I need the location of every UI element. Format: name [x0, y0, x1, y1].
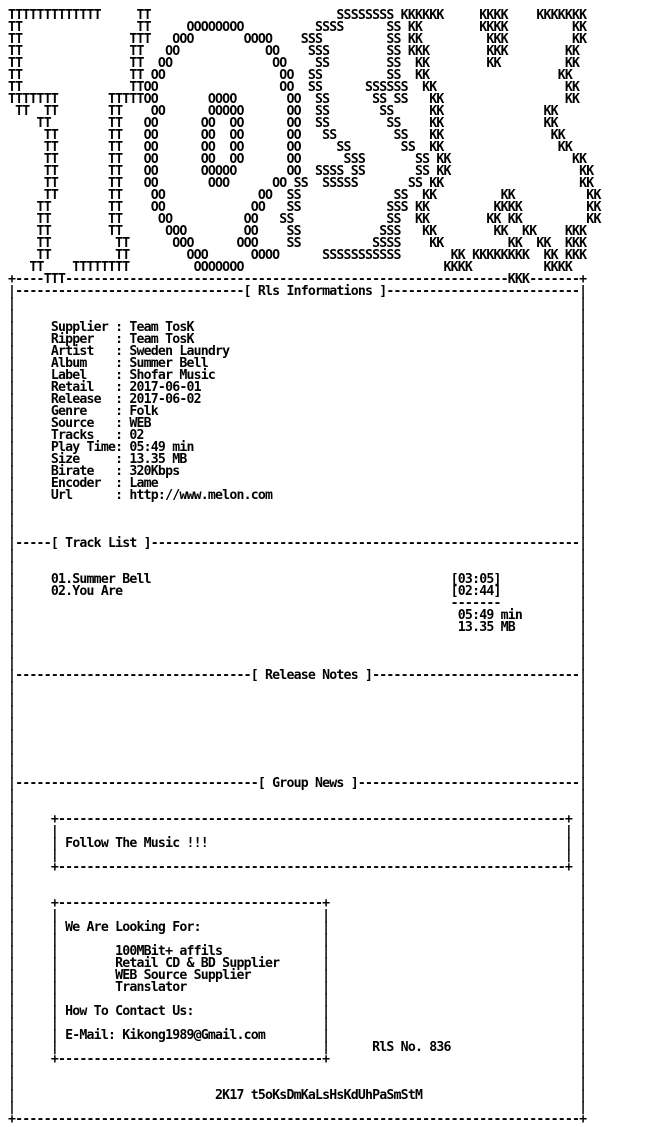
nfo-line: | |: [8, 728, 587, 743]
nfo-line: | |: [8, 704, 587, 719]
nfo-line: TT TT OOOOOOOO SSSS SS KK KKKK KK: [8, 20, 587, 35]
nfo-line: TT TT OOO OOOO SSSSSSSSSSS KK KKKKKKKK KK KKK: [8, 248, 587, 263]
nfo-line: | +-------------------------------------+ |: [8, 896, 587, 911]
nfo-line: TT TT OO OO OO OO SS SS KK KK: [8, 128, 565, 143]
nfo-line: TT TT OO OO SSS SS KKK KKK KK: [8, 44, 580, 59]
nfo-line: | Play Time: 05:49 min |: [8, 440, 587, 455]
nfo-line: | |: [8, 788, 587, 803]
nfo-line: | Encoder : Lame |: [8, 476, 587, 491]
nfo-line: | |: [8, 764, 587, 779]
nfo-line: | | How To Contact Us: | |: [8, 1004, 587, 1019]
nfo-line: | |: [8, 656, 587, 671]
nfo-line: | Album : Summer Bell |: [8, 356, 587, 371]
nfo-line: | | Retail CD & BD Supplier | |: [8, 956, 587, 971]
nfo-line: | ------- |: [8, 596, 587, 611]
nfo-line: | | | |: [8, 824, 587, 839]
nfo-line: | |: [8, 884, 587, 899]
nfo-line: TT TT OO OOO OO SS SSSSS SS KK KK: [8, 176, 594, 191]
nfo-line: TT TTT OOO OOOO SSS SS KK KKK KK: [8, 32, 587, 47]
nfo-line: TT TT OOO OO SS SSS KK KK KK KKK: [8, 224, 587, 239]
nfo-line: | Release : 2017-06-02 |: [8, 392, 587, 407]
nfo-line: | Genre : Folk |: [8, 404, 587, 419]
nfo-line: | Tracks : 02 |: [8, 428, 587, 443]
nfo-line: | | | |: [8, 992, 587, 1007]
nfo-line: | Size : 13.35 MB |: [8, 452, 587, 467]
nfo-line: TT TT OO OO OO OO SS SS KK KK: [8, 140, 573, 155]
nfo-line: TT TT OOO OOO SS SSSS KK KK KK KKK: [8, 236, 587, 251]
nfo-line: | |: [8, 716, 587, 731]
nfo-line: | +-----------------------------------------------------------------------+ |: [8, 860, 587, 875]
nfo-line: | |: [8, 1076, 587, 1091]
nfo-line: +-------------------------------------------------------------------------------+: [8, 1112, 587, 1127]
nfo-line: | Url : http://www.melon.com |: [8, 488, 587, 503]
nfo-line: TT TT OO OO SS SS KK KK KK: [8, 56, 580, 71]
nfo-line: | | | RlS No. 836 |: [8, 1040, 587, 1055]
nfo-line: TT TT OO OO OO OO SSS SS KK KK: [8, 152, 587, 167]
nfo-line: | |: [8, 740, 587, 755]
nfo-line: | 02.You Are [02:44] |: [8, 584, 587, 599]
nfo-line: | | 100MBit+ affils | |: [8, 944, 587, 959]
nfo-line: | |: [8, 872, 587, 887]
nfo-line: | |: [8, 1100, 587, 1115]
nfo-line: | |: [8, 524, 587, 539]
nfo-line: | | Follow The Music !!! | |: [8, 836, 587, 851]
nfo-line: | | WEB Source Supplier | |: [8, 968, 587, 983]
nfo-line: | | | |: [8, 848, 587, 863]
nfo-line: | 01.Summer Bell [03:05] |: [8, 572, 587, 587]
nfo-line: TT TTOO OO SS SSSSSS KK KK: [8, 80, 580, 95]
nfo-line: | |: [8, 800, 587, 815]
nfo-line: TT TT OO OO SS SS KK KK KK: [8, 188, 601, 203]
nfo-line: | +-----------------------------------------------------------------------+ |: [8, 812, 587, 827]
nfo-line: |--------------------------------[ Rls Informations ]---------------------------|: [8, 284, 587, 299]
nfo-line: | |: [8, 548, 587, 563]
nfo-line: TT TT OO OOOOO OO SSSS SS SS KK KK: [8, 164, 594, 179]
nfo-line: TTTTTTTTTTTTT TT SSSSSSSS KKKKKK KKKK KKKKKKK: [8, 8, 587, 23]
nfo-line: | |: [8, 296, 587, 311]
nfo-line: TT TT TT OO OOOOO OO SS SS KK KK: [8, 104, 558, 119]
nfo-line: | | | |: [8, 1016, 587, 1031]
nfo-line: +----TTT--------------------------------------------------------------KKK-------+: [8, 272, 587, 287]
nfo-line: |---------------------------------[ Release Notes ]-----------------------------|: [8, 668, 587, 683]
nfo-line: TTTTTTT TTTTTOO OOOO OO SS SS SS KK KK: [8, 92, 580, 107]
nfo-line: | Artist : Sweden Laundry |: [8, 344, 587, 359]
nfo-line: | | E-Mail: Kikong1989@Gmail.com | |: [8, 1028, 587, 1043]
nfo-line: | |: [8, 692, 587, 707]
nfo-line: | |: [8, 680, 587, 695]
nfo-line: | |: [8, 644, 587, 659]
nfo-line: | | Translator | |: [8, 980, 587, 995]
nfo-line: TT TT OO OO OO OO SS SS KK KK: [8, 116, 558, 131]
nfo-line: TT TT OO OO SS SS KK KK: [8, 68, 573, 83]
nfo-line: | |: [8, 1064, 587, 1079]
nfo-line: TT TTTTTTTT OOOOOOO KKKK KKKK: [8, 260, 573, 275]
nfo-line: | Source : WEB |: [8, 416, 587, 431]
nfo-line: | | | |: [8, 908, 587, 923]
nfo-line: TT TT OO OO SS SSS KK KKKK KK: [8, 200, 601, 215]
nfo-line: | Birate : 320Kbps |: [8, 464, 587, 479]
nfo-line: | Ripper : Team TosK |: [8, 332, 587, 347]
nfo-line: |----------------------------------[ Group News ]-------------------------------|: [8, 776, 587, 791]
nfo-line: | 2K17 t5oKsDmKaLsHsKdUhPaSmStM |: [8, 1088, 587, 1103]
nfo-line: | |: [8, 752, 587, 767]
nfo-line: | Retail : 2017-06-01 |: [8, 380, 587, 395]
nfo-line: | |: [8, 560, 587, 575]
nfo-line: | |: [8, 632, 587, 647]
nfo-line: | |: [8, 308, 587, 323]
nfo-line: |-----[ Track List ]------------------------------------------------------------|: [8, 536, 587, 551]
nfo-line: | 13.35 MB |: [8, 620, 587, 635]
nfo-line: | | | |: [8, 932, 587, 947]
nfo-line: | +-------------------------------------+ |: [8, 1052, 587, 1067]
nfo-line: | 05:49 min |: [8, 608, 587, 623]
nfo-line: | |: [8, 512, 587, 527]
nfo-line: | Supplier : Team TosK |: [8, 320, 587, 335]
nfo-line: | |: [8, 500, 587, 515]
nfo-line: | | We Are Looking For: | |: [8, 920, 587, 935]
nfo-line: | Label : Shofar Music |: [8, 368, 587, 383]
nfo-line: TT TT OO OO SS SS KK KK KK KK: [8, 212, 601, 227]
